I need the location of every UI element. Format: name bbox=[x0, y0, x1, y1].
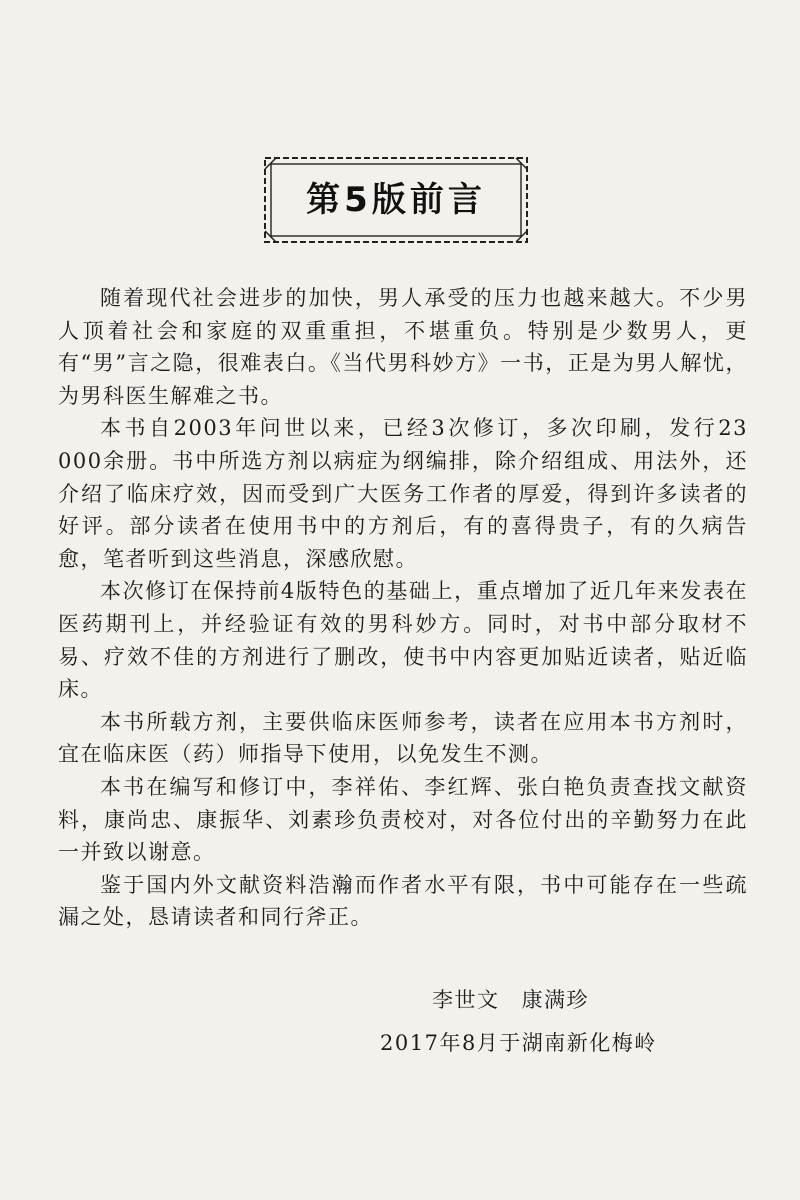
paragraph-1: 随着现代社会进步的加快，男人承受的压力也越来越大。不少男人顶着社会和家庭的双重重担，不堪重负。特别是少数男人，更有“男”言之隐，很难表白。《当代男科妙方》一书，正是为男人解忧，为男科医生解难之书。 bbox=[58, 286, 748, 408]
paragraph-3: 本次修订在保持前4版特色的基础上，重点增加了近几年来发表在医药期刊上，并经验证有效的男科妙方。同时，对书中部分取材不易、疗效不佳的方剂进行了删改，使书中内容更加贴近读者，贴近临床。 bbox=[58, 579, 748, 702]
preface-body bbox=[58, 282, 748, 934]
title-frame bbox=[262, 155, 530, 245]
author-name-2: 康满珍 bbox=[521, 988, 589, 1012]
paragraph-6: 鉴于国内外文献资料浩瀚而作者水平有限，书中可能存在一些疏漏之处，恳请读者和同行斧正。 bbox=[58, 872, 748, 930]
author-name-1: 李世文 bbox=[432, 988, 500, 1012]
paragraph-5: 本书在编写和修订中，李祥佑、李红辉、张白艳负责查找文献资料，康尚忠、康振华、刘素珍负责校对，对各位付出的辛勤努力在此一并致以谢意。 bbox=[58, 774, 748, 865]
paragraph-2: 本书自2003年问世以来，已经3次修订，多次印刷，发行23 000余册。书中所选方剂以病症为纲编排，除介绍组成、用法外，还介绍了临床疗效，因而受到广大医务工作者的厚爱，得到许多读者的好评。部分读者在使用书中的方剂后，有的喜得贵子，有的久病告愈，笔者听到这些消息，深感欣慰。 bbox=[58, 416, 748, 571]
page-title: 第5版前言 bbox=[306, 180, 486, 220]
signature-authors bbox=[0, 984, 800, 1014]
paragraph-4: 本书所载方剂，主要供临床医师参考，读者在应用本书方剂时，宜在临床医（药）师指导下使用，以免发生不测。 bbox=[58, 709, 748, 767]
signature-date-place: 2017年8月于湖南新化梅岭 bbox=[380, 1031, 657, 1055]
